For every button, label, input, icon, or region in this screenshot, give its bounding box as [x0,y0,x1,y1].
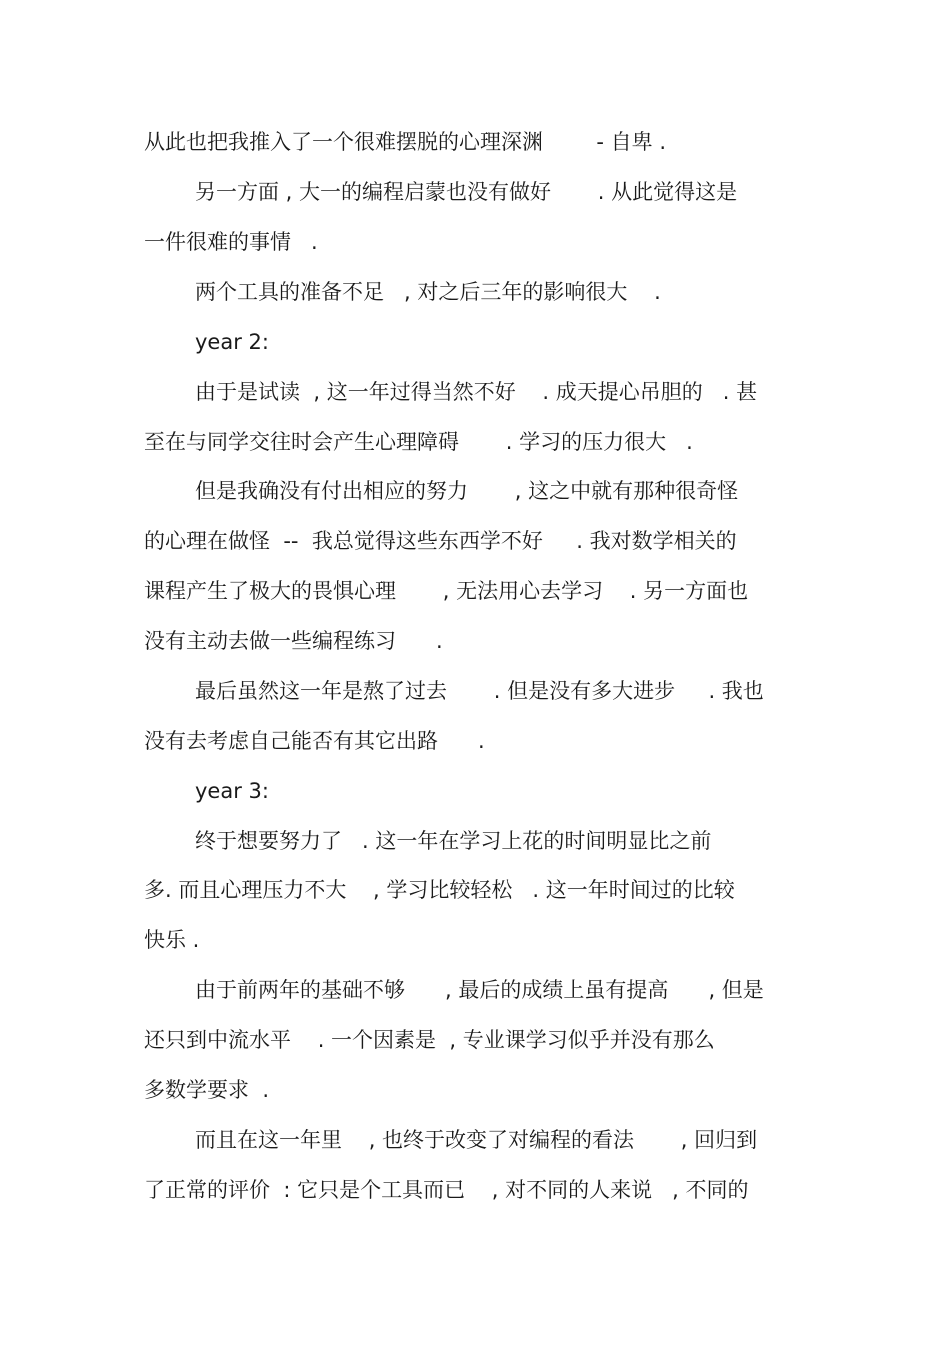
text-line: 由于前两年的基础不够 , 最后的成绩上虽有提高 , 但是 [195,978,764,1002]
text-line: 快乐 . [144,928,200,952]
text-line: 终于想要努力了 . 这一年在学习上花的时间明显比之前 [195,829,712,853]
text-line: 没有主动去做一些编程练习 . [144,629,443,653]
text-line: 多. 而且心理压力不大 , 学习比较轻松 . 这一年时间过的比较 [144,878,735,902]
text-line: 由于是试读 , 这一年过得当然不好 . 成天提心吊胆的 . 甚 [195,380,758,404]
text-line: 另一方面 , 大一的编程启蒙也没有做好 . 从此觉得这是 [195,180,738,204]
text-line: 一件很难的事情 . [144,230,318,254]
text-line: 但是我确没有付出相应的努力 , 这之中就有那种很奇怪 [195,479,739,503]
section-heading: year 3: [195,779,269,803]
section-heading: year 2: [195,330,269,354]
text-line: 的心理在做怪 -- 我总觉得这些东西学不好 . 我对数学相关的 [144,529,737,553]
text-line: 多数学要求 . [144,1078,270,1102]
text-line: 了正常的评价 : 它只是个工具而已 , 对不同的人来说 , 不同的 [144,1178,749,1202]
text-line: 还只到中流水平 . 一个因素是 , 专业课学习似乎并没有那么 [144,1028,715,1052]
text-line: 从此也把我推入了一个很难摆脱的心理深渊 - 自卑 . [144,130,667,154]
text-line: 两个工具的准备不足 , 对之后三年的影响很大 . [195,280,661,304]
text-line: 至在与同学交往时会产生心理障碍 . 学习的压力很大 . [144,430,693,454]
text-line: 而且在这一年里 , 也终于改变了对编程的看法 , 回归到 [195,1128,758,1152]
text-line: 课程产生了极大的畏惧心理 , 无法用心去学习 . 另一方面也 [144,579,749,603]
text-line: 没有去考虑自己能否有其它出路 . [144,729,485,753]
text-line: 最后虽然这一年是熬了过去 . 但是没有多大进步 . 我也 [195,679,764,703]
